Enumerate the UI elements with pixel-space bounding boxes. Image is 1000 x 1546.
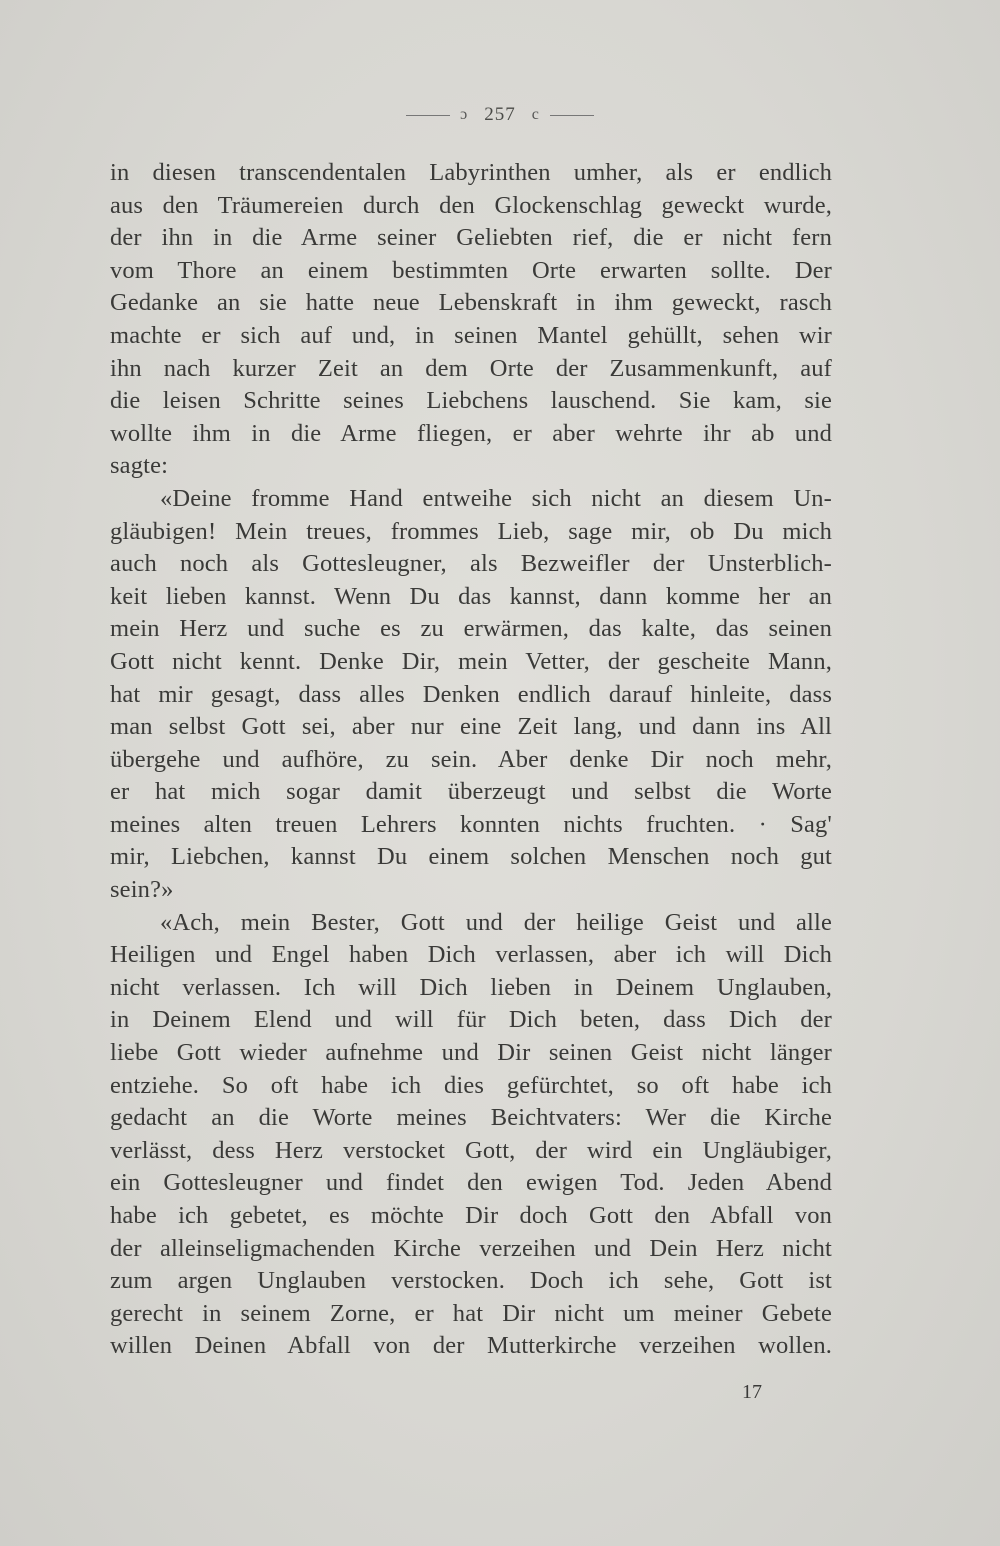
header-rule-left [406,115,450,116]
text-line: entziehe. So oft habe ich dies gefürchtet, so oft habe ich [110,1071,832,1099]
text-line: vom Thore an einem bestimmten Orte erwarten sollte. Der [110,256,832,284]
text-line: ihn nach kurzer Zeit an dem Orte der Zusammenkunft, auf [110,354,832,382]
text-line: keit lieben kannst. Wenn Du das kannst, dann komme her an [110,582,832,610]
text-line: er hat mich sogar damit überzeugt und selbst die Worte [110,778,832,806]
text-line: der ihn in die Arme seiner Geliebten rief, die er nicht fern [110,224,832,252]
text-line: nicht verlassen. Ich will Dich lieben in Deinem Unglauben, [110,973,832,1001]
header-rule-right [550,115,594,116]
text-line: aus den Träumereien durch den Glockenschlag geweckt wurde, [110,191,832,219]
text-line: die leisen Schritte seines Liebchens lauschend. Sie kam, sie [110,387,832,415]
text-line: willen Deinen Abfall von der Mutterkirche verzeihen wollen. [110,1332,832,1360]
text-line: gedacht an die Worte meines Beichtvaters: Wer die Kirche [110,1104,832,1132]
text-line: gerecht in seinem Zorne, er hat Dir nicht um meiner Gebete [110,1299,832,1327]
text-line: auch noch als Gottesleugner, als Bezweifler der Unsterblich- [110,550,832,578]
text-line: ein Gottesleugner und findet den ewigen Tod. Jeden Abend [110,1169,832,1197]
text-line: habe ich gebetet, es möchte Dir doch Gott den Abfall von [110,1202,832,1229]
header-ornament-left: ɔ [460,106,469,123]
text-line: in diesen transcendentalen Labyrinthen umher, als er endlich [110,159,832,186]
text-line: sein?» [110,876,174,904]
text-line: hat mir gesagt, dass alles Denken endlich darauf hinleite, dass [110,680,832,708]
text-line: gläubigen! Mein treues, frommes Lieb, sage mir, ob Du mich [110,517,832,545]
page-number: 257 [484,104,516,125]
text-line: Heiligen und Engel haben Dich verlassen, aber ich will Dich [110,941,832,969]
text-line: der alleinseligmachenden Kirche verzeihen und Dein Herz nicht [110,1234,832,1262]
text-line: übergehe und aufhöre, zu sein. Aber denke Dir noch mehr, [110,745,832,773]
text-line: verlässt, dess Herz verstocket Gott, der wird ein Ungläubiger, [110,1136,832,1164]
text-line: sagte: [110,452,169,480]
text-line: «Deine fromme Hand entweihe sich nicht an diesem Un- [160,484,832,512]
text-line: liebe Gott wieder aufnehme und Dir seinen Geist nicht länger [110,1039,832,1067]
text-line: in Deinem Elend und will für Dich beten, dass Dich der [110,1006,832,1034]
text-line: Gott nicht kennt. Denke Dir, mein Vetter, der gescheite Mann, [110,647,832,675]
text-line: «Ach, mein Bester, Gott und der heilige Geist und alle [160,908,832,936]
header-ornament-right: c [531,106,540,123]
page-header [0,100,1000,130]
text-line: machte er sich auf und, in seinen Mantel gehüllt, sehen wir [110,321,832,349]
signature-mark: 17 [742,1381,762,1403]
text-line: Gedanke an sie hatte neue Lebenskraft in ihm geweckt, rasch [110,289,832,317]
text-line: wollte ihm in die Arme fliegen, er aber wehrte ihr ab und [110,419,832,447]
text-line: man selbst Gott sei, aber nur eine Zeit lang, und dann ins All [110,713,832,741]
text-line: mir, Liebchen, kannst Du einem solchen Menschen noch gut [110,843,832,871]
text-line: mein Herz und suche es zu erwärmen, das kalte, das seinen [110,615,832,643]
text-line: meines alten treuen Lehrers konnten nichts fruchten. · Sag' [110,810,832,838]
body-text [110,157,832,1363]
text-line: zum argen Unglauben verstocken. Doch ich sehe, Gott ist [110,1267,832,1295]
